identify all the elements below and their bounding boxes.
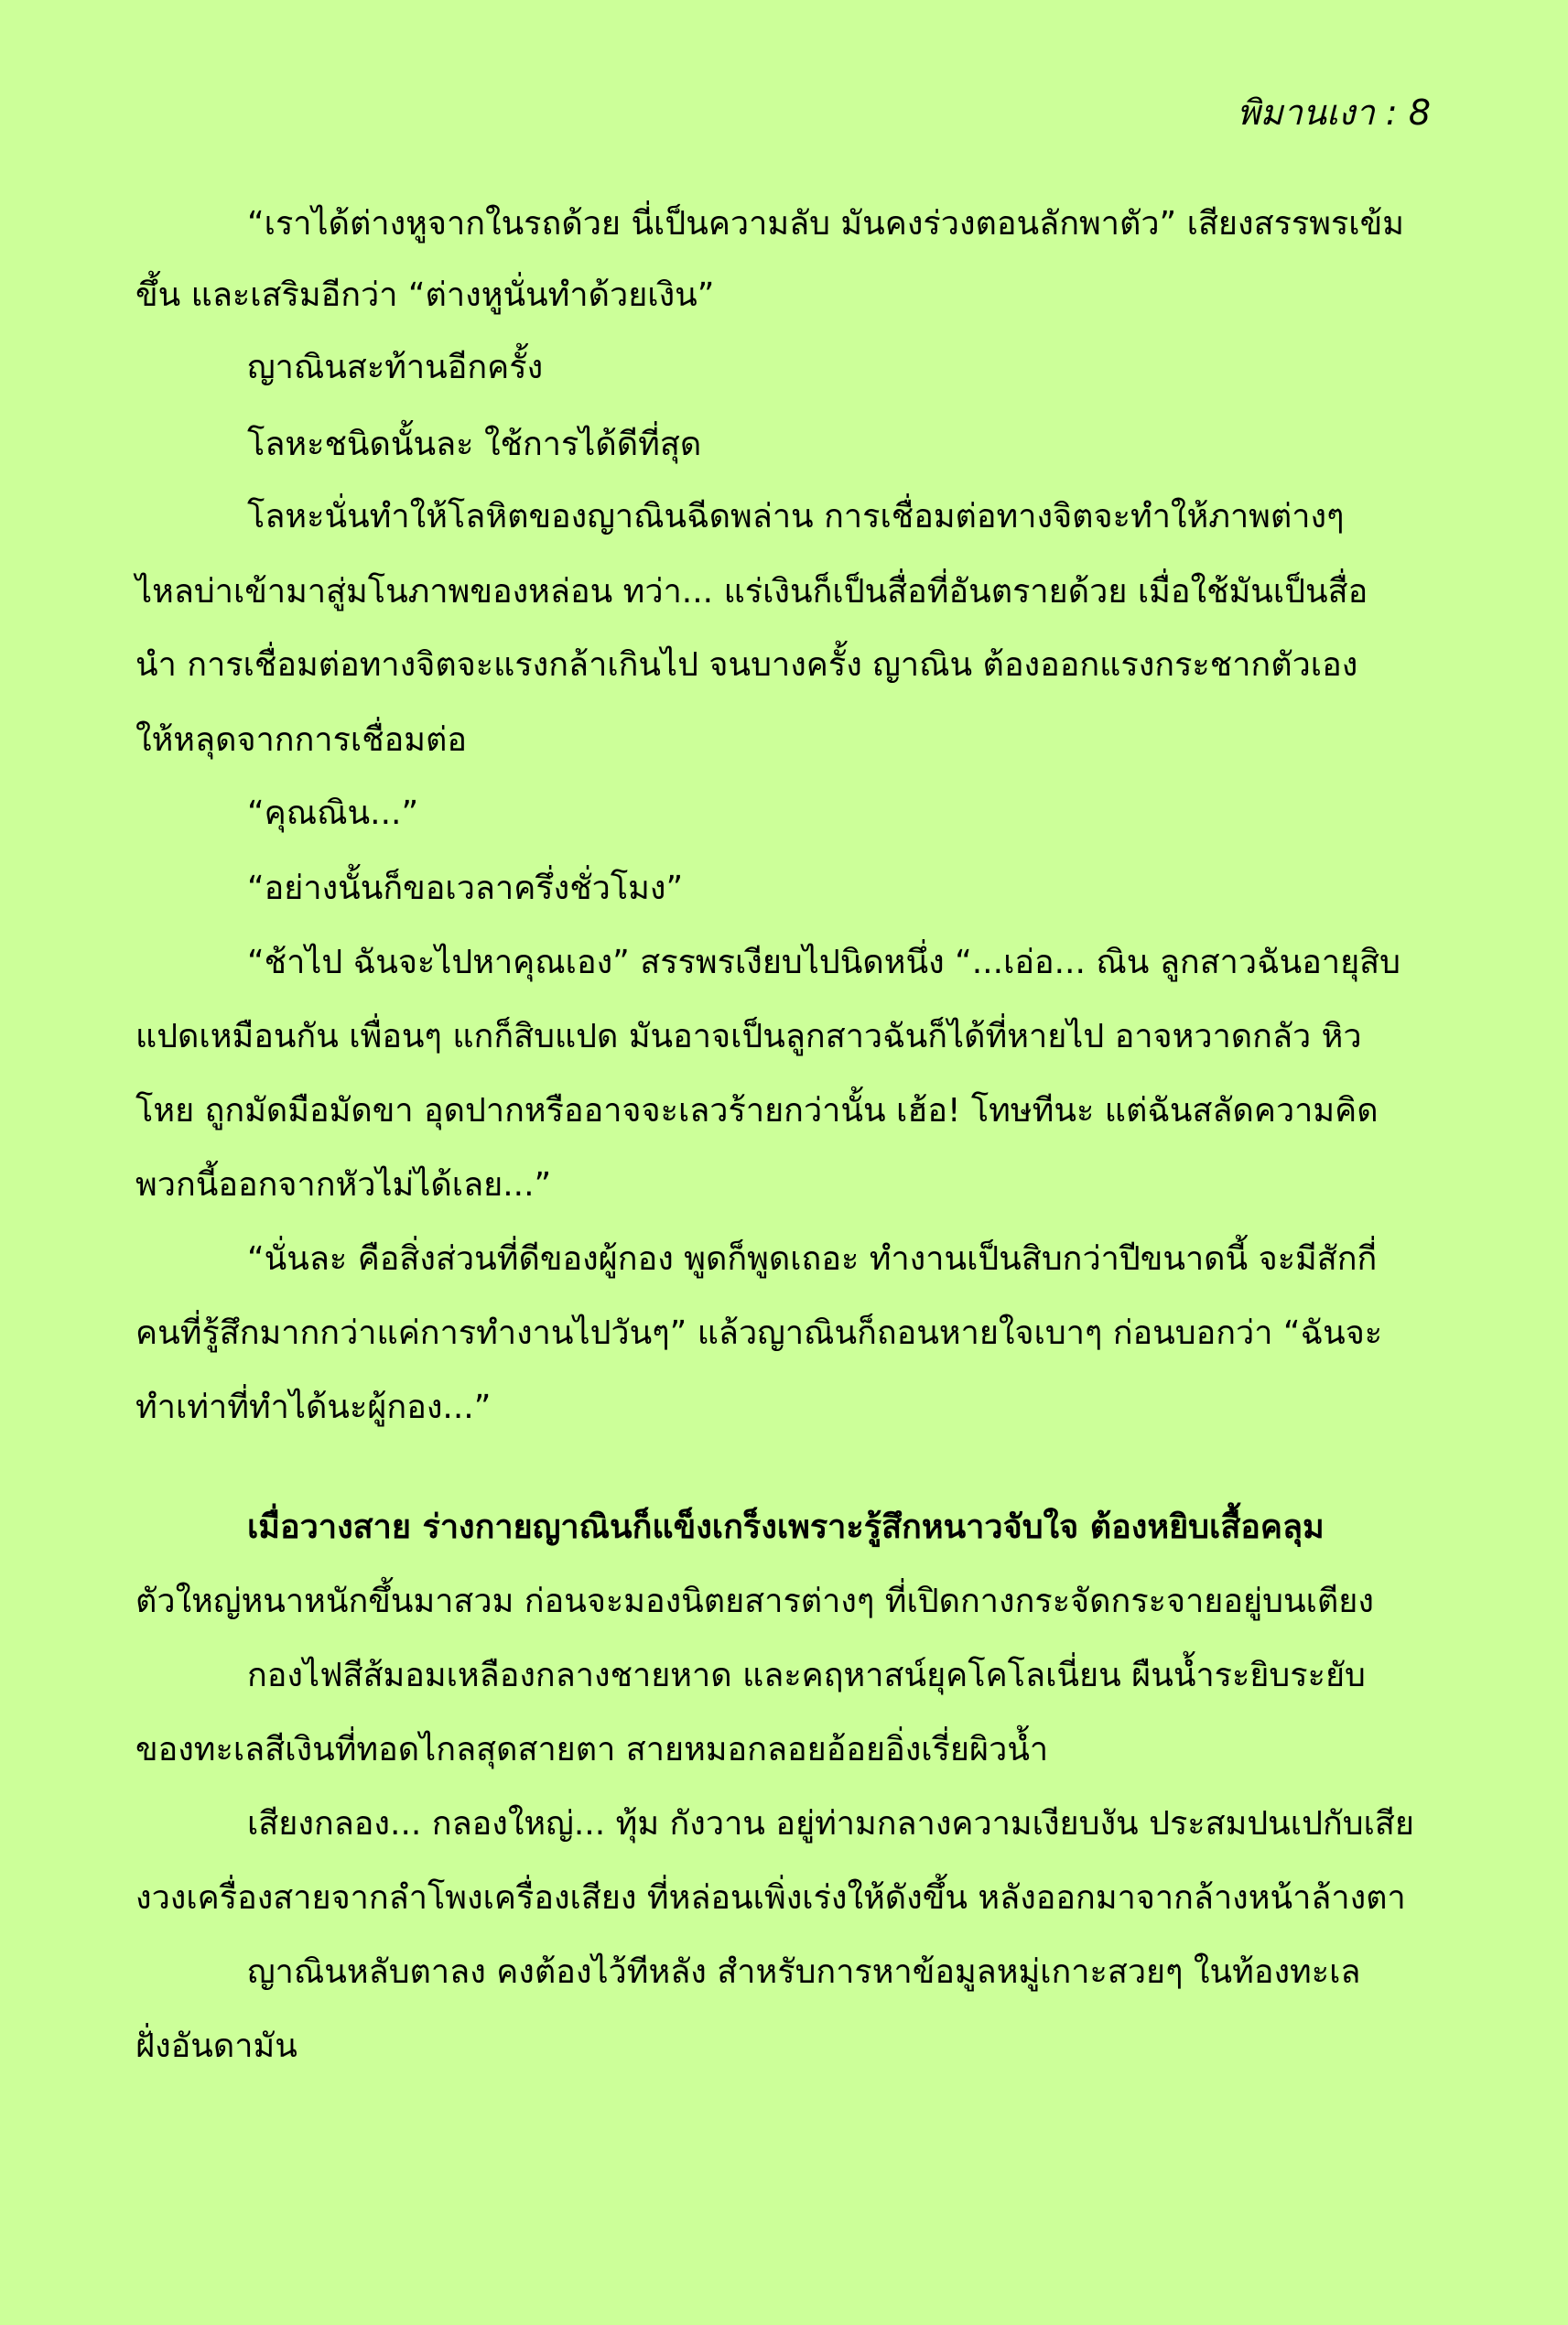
page-header (1238, 84, 1431, 140)
text-line: งวงเครื่องสายจากลำโพงเครื่องเสียง ที่หล่อนเพิ่งเร่งให้ดังขึ้น หลังออกมาจากล้างหน้าล้างตา (135, 1879, 1406, 1917)
text-line: “คุณณิน...” (247, 795, 419, 832)
text-line: ขึ้น และเสริมอีกว่า “ต่างหูนั่นทำด้วยเงิน” (135, 276, 715, 314)
text-line: โลหะนั่นทำให้โลหิตของญาณินฉีดพล่าน การเชื่อมต่อทางจิตจะทำให้ภาพต่างๆ (247, 498, 1345, 535)
text-line: พวกนี้ออกจากหัวไม่ได้เลย...” (135, 1166, 552, 1204)
text-line: “ช้าไป ฉันจะไปหาคุณเอง” สรรพรเงียบไปนิดหนึ่ง “...เอ่อ... ณิน ลูกสาวฉันอายุสิบ (247, 944, 1400, 981)
text-line: นำ การเชื่อมต่อทางจิตจะแรงกล้าเกินไป จนบางครั้ง ญาณิน ต้องออกแรงกระชากตัวเอง (135, 646, 1358, 684)
text-line: เมื่อวางสาย ร่างกายญาณินก็แข็งเกร็งเพราะรู้สึกหนาวจับใจ ต้องหยิบเสื้อคลุม (247, 1509, 1325, 1546)
book-title: พิมานเงา : (1237, 92, 1398, 133)
text-line: “เราได้ต่างหูจากในรถด้วย นี่เป็นความลับ มันคงร่วงตอนลักพาตัว” เสียงสรรพรเข้ม (247, 205, 1404, 243)
text-line: เสียงกลอง... กลองใหญ่... ทุ้ม กังวาน อยู่ท่ามกลางความเงียบงัน ประสมปนเปกับเสีย (247, 1805, 1414, 1843)
text-line: ไหลบ่าเข้ามาสู่มโนภาพของหล่อน ทว่า... แร่เงินก็เป็นสื่อที่อันตรายด้วย เมื่อใช้มันเป็นสื่อ (135, 573, 1368, 611)
text-line: “อย่างนั้นก็ขอเวลาครึ่งชั่วโมง” (247, 870, 684, 907)
text-line: โหย ถูกมัดมือมัดขา อุดปากหรืออาจจะเลวร้ายกว่านั้น เฮ้อ! โทษทีนะ แต่ฉันสลัดความคิด (135, 1092, 1379, 1130)
text-line: คนที่รู้สึกมากกว่าแค่การทำงานไปวันๆ” แล้วญาณินก็ถอนหายใจเบาๆ ก่อนบอกว่า “ฉันจะ (135, 1314, 1383, 1352)
text-line: ตัวใหญ่หนาหนักขึ้นมาสวม ก่อนจะมองนิตยสารต่างๆ ที่เปิดกางกระจัดกระจายอยู่บนเตียง (135, 1583, 1374, 1620)
text-line: ฝั่งอันดามัน (135, 2028, 297, 2065)
page-number: 8 (1408, 92, 1431, 133)
text-line: ทำเท่าที่ทำได้นะผู้กอง...” (135, 1389, 492, 1426)
text-line: ของทะเลสีเงินที่ทอดไกลสุดสายตา สายหมอกลอยอ้อยอิ่งเรี่ยผิวน้ำ (135, 1731, 1049, 1768)
text-line: ให้หลุดจากการเชื่อมต่อ (135, 721, 468, 759)
text-line: กองไฟสีส้มอมเหลืองกลางชายหาด และคฤหาสน์ยุคโคโลเนี่ยน ผืนน้ำระยิบระยับ (247, 1657, 1366, 1694)
text-line: ญาณินหลับตาลง คงต้องไว้ทีหลัง สำหรับการหาข้อมูลหมู่เกาะสวยๆ ในท้องทะเล (247, 1953, 1361, 1991)
text-line: โลหะชนิดนั้นละ ใช้การได้ดีที่สุด (247, 426, 702, 463)
text-line: แปดเหมือนกัน เพื่อนๆ แกก็สิบแปด มันอาจเป็นลูกสาวฉันก็ได้ที่หายไป อาจหวาดกลัว หิว (135, 1018, 1362, 1055)
text-line: “นั่นละ คือสิ่งส่วนที่ดีของผู้กอง พูดก็พูดเถอะ ทำงานเป็นสิบกว่าปีขนาดนี้ จะมีสักกี่ (247, 1240, 1378, 1278)
text-line: ญาณินสะท้านอีกครั้ง (247, 349, 544, 386)
